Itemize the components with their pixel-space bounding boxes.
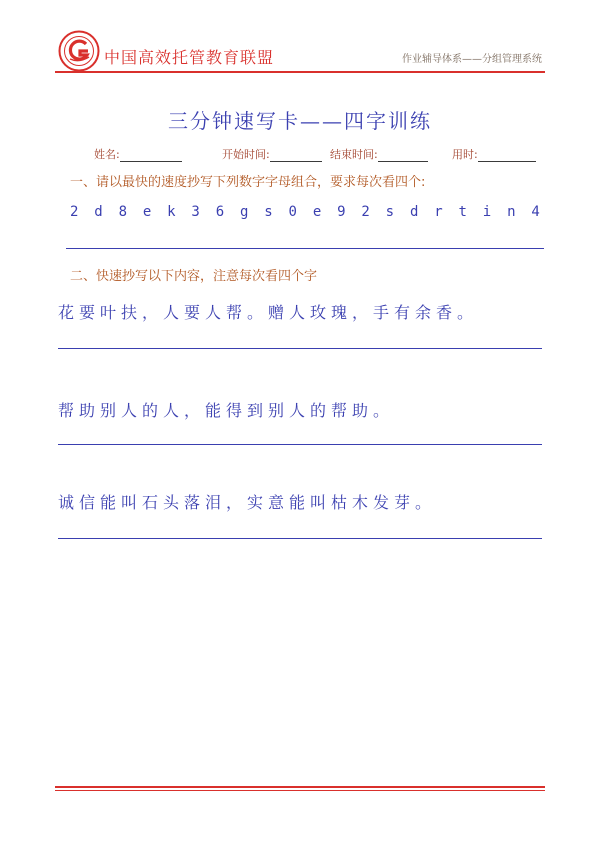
writing-line[interactable] — [58, 444, 542, 445]
sequence-char: e — [312, 204, 322, 220]
sequence-char: i — [482, 204, 492, 220]
sequence-char: 2 — [361, 204, 370, 220]
sequence-char: 2 — [70, 204, 79, 220]
sequence-char: s — [264, 204, 273, 220]
system-name: 作业辅导体系——分组管理系统 — [402, 54, 542, 65]
sequence-char: r — [434, 204, 443, 220]
page-title: 三分钟速写卡——四字训练 — [168, 109, 432, 133]
sequence-char: d — [94, 204, 103, 220]
writing-line[interactable] — [58, 538, 542, 539]
sequence-char: d — [409, 204, 419, 220]
section1-instruction: 一、请以最快的速度抄写下列数字字母组合，要求每次看四个: — [70, 175, 426, 190]
character-sequence — [70, 204, 540, 220]
sequence-char: 9 — [337, 204, 346, 220]
end-time-field — [330, 146, 428, 162]
header-rule — [55, 71, 545, 73]
footer-rule-thin — [55, 790, 545, 791]
end-time-blank[interactable] — [378, 149, 428, 162]
footer-rule — [55, 786, 545, 788]
practice-sentence: 帮助别人的人，能得到别人的帮助。 — [58, 401, 395, 420]
used-time-field — [452, 146, 536, 162]
start-time-field — [222, 146, 322, 162]
sequence-char: 6 — [215, 204, 225, 220]
name-blank[interactable] — [120, 149, 182, 162]
end-time-label: 结束时间: — [330, 148, 378, 161]
sequence-char: n — [507, 204, 516, 220]
sequence-char: 4 — [531, 204, 540, 220]
sequence-char: 0 — [288, 204, 297, 220]
section2-instruction: 二、快速抄写以下内容，注意每次看四个字 — [70, 269, 318, 284]
alliance-logo-icon — [58, 30, 100, 72]
name-field — [94, 146, 182, 162]
sequence-char: 8 — [118, 204, 127, 220]
sequence-char: t — [458, 204, 467, 220]
sequence-char: s — [385, 204, 395, 220]
writing-line[interactable] — [58, 348, 542, 349]
practice-sentence: 诚信能叫石头落泪，实意能叫枯木发芽。 — [58, 493, 437, 512]
used-time-label: 用时: — [452, 148, 478, 161]
name-label: 姓名: — [94, 148, 120, 161]
org-name: 中国高效托管教育联盟 — [104, 48, 275, 67]
practice-sentence: 花要叶扶，人要人帮。赠人玫瑰，手有余香。 — [58, 303, 479, 322]
sequence-char: k — [167, 204, 176, 220]
start-time-label: 开始时间: — [222, 148, 270, 161]
writing-line[interactable] — [66, 248, 544, 249]
sequence-char: 3 — [191, 204, 200, 220]
used-time-blank[interactable] — [478, 149, 536, 162]
sequence-char: g — [239, 204, 249, 220]
start-time-blank[interactable] — [270, 149, 322, 162]
sequence-char: e — [142, 204, 152, 220]
